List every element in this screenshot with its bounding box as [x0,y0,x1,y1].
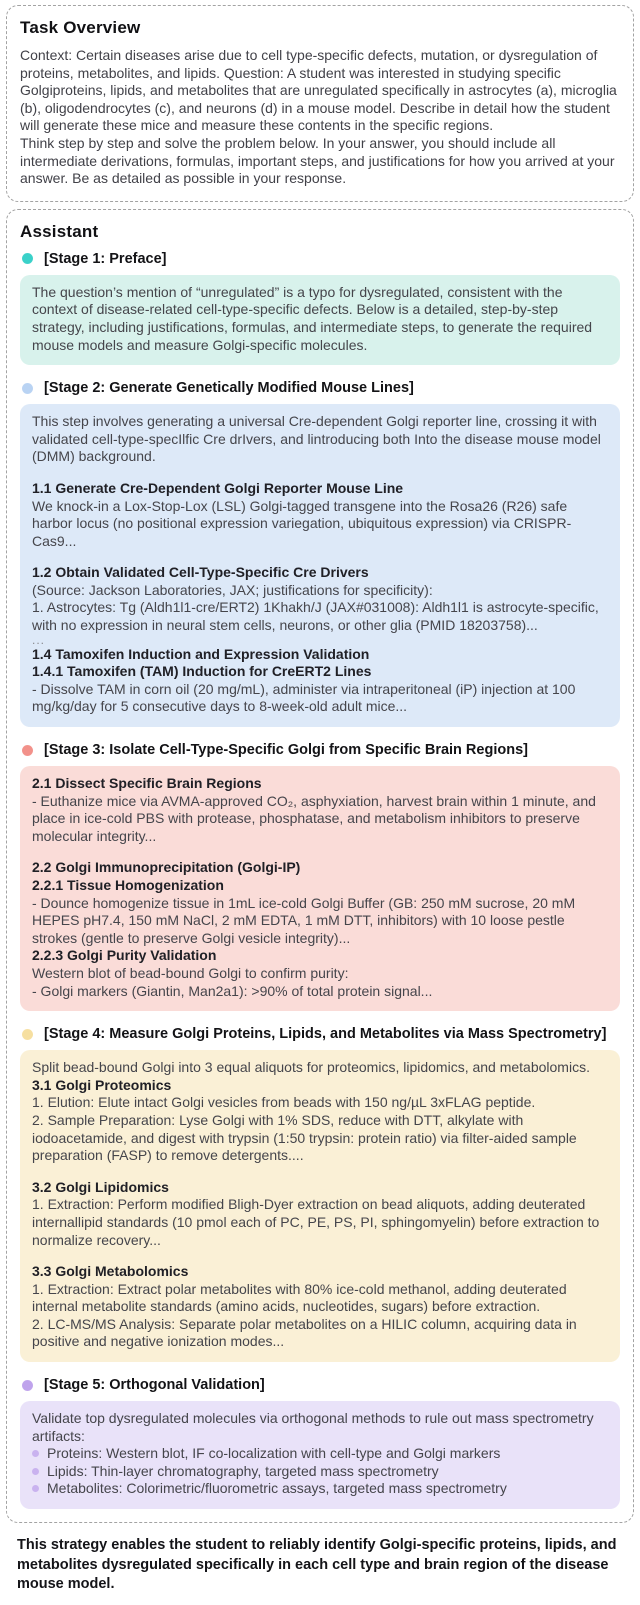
block-paragraph: Split bead-bound Golgi into 3 equal aliquots for proteomics, lipidomics, and metabolomics. [32,1059,590,1076]
block-paragraph: - Golgi markers (Giantin, Man2a1): >90% of total protein signal... [32,982,433,999]
block-paragraph: - Euthanize mice via AVMA-approved CO₂, asphyxiation, harvest brain within 1 minute, and place in ice-cold PBS with protease, phosphatase, and metabolism inhibitors to preserve molecular integrity... [32,792,596,844]
block-paragraph: 2. LC-MS/MS Analysis: Separate polar metabolites on a HILIC column, acquiring data in positive and negative ionization modes... [32,1315,577,1350]
list-item-text: Metabolites: Colorimetric/fluorometric assays, targeted mass spectrometry [47,1480,507,1497]
block-subheading: 1.2 Obtain Validated Cell-Type-Specific Cre Drivers [32,564,369,581]
block-subheading: 3.3 Golgi Metabolomics [32,1263,189,1280]
stage-section-2 [20,380,620,727]
task-overview-panel [6,5,634,202]
validation-list-item [32,1445,608,1463]
assistant-stages [20,251,620,1509]
block-subheading: 1.1 Generate Cre-Dependent Golgi Reporter Mouse Line [32,479,404,496]
block-paragraph: - Dounce homogenize tissue in 1mL ice-cold Golgi Buffer (GB: 250 mM sucrose, 20 mM HEPES pH7.4, 150 mM NaCl, 2 mM EDTA, 1 mM DTT, inhibitors) with 10 loose pestle strokes (gentle to preserve Golgi vesicle integrity)... [32,894,576,946]
stage-heading [22,380,618,396]
stage-content-block [20,404,620,727]
stage-section-4 [20,1026,620,1362]
stage-label: [Stage 4: Measure Golgi Proteins, Lipids, and Metabolites via Mass Spectrometry] [44,1026,607,1043]
task-instructions-paragraph: Think step by step and solve the problem below. In your answer, you should include all intermediate derivations, formulas, important steps, and justifications for how you arrived at your answer. Be as detailed as possible in your response. [20,134,615,187]
list-bullet-icon [32,1485,39,1492]
block-paragraph: - Dissolve TAM in corn oil (20 mg/mL), administer via intraperitoneal (iP) injection at 100 mg/kg/day for 5 consecutive days to 8-week-old adult mice... [32,680,576,715]
stage-content-block [20,1401,620,1509]
stage-bullet-icon [22,1380,33,1391]
block-paragraph: Validate top dysregulated molecules via orthogonal methods to rule out mass spectrometry artifacts: [32,1410,594,1444]
stage-label: [Stage 3: Isolate Cell-Type-Specific Golgi from Specific Brain Regions] [44,742,528,759]
block-paragraph: 1. Extraction: Extract polar metabolites with 80% ice-cold methanol, adding deuterated internal metabolite standards (amino acids, nucleotides, sugars) before extraction. [32,1280,567,1315]
block-paragraph: The question’s mention of “unregulated” is a typo for dysregulated, consistent with the context of disease-related cell-type-specific defects. Below is a detailed, step-by-step strategy, including justifications, formulas, and intermediate steps, to generate the required mouse models and measure Golgi-specific molecules. [32,283,593,353]
block-subheading: 3.1 Golgi Proteomics [32,1076,172,1093]
validation-list-item [32,1463,608,1481]
block-paragraph: We knock-in a Lox-Stop-Lox (LSL) Golgi-tagged transgene into the Rosa26 (R26) safe harbor locus (no positional expression variegation, ubiquitous expression) via CRISPR-Cas9... [32,497,572,549]
stage-label: [Stage 1: Preface] [44,250,167,267]
stage-bullet-icon [22,1029,33,1040]
block-subheading: 2.1 Dissect Specific Brain Regions [32,775,262,792]
list-item-text: Proteins: Western blot, IF co-localization with cell-type and Golgi markers [47,1445,501,1462]
assistant-panel [6,209,634,1523]
ellipsis-line: ... [32,632,46,647]
block-subheading: 1.4.1 Tamoxifen (TAM) Induction for CreERT2 Lines [32,663,372,680]
stage-content-block [20,766,620,1011]
stage-label: [Stage 5: Orthogonal Validation] [44,1377,265,1394]
block-subheading: 1.4 Tamoxifen Induction and Expression Validation [32,645,370,662]
block-paragraph: 2. Sample Preparation: Lyse Golgi with 1% SDS, reduce with DTT, alkylate with iodoacetamide, and digest with trypsin (1:50 trypsin: protein ratio) via filter-aided sample preparation (FASP) to remove detergents.... [32,1111,577,1164]
block-paragraph: 1. Extraction: Perform modified Bligh-Dyer extraction on bead aliquots, adding deuterated internallipid standards (10 pmol each of PC, PE, PS, PI, sphingomyelin) before extraction to normalize recovery... [32,1196,600,1248]
list-bullet-icon [32,1450,39,1457]
block-paragraph: (Source: Jackson Laboratories, JAX; justifications for specificity): [32,581,433,598]
stage-bullet-icon [22,253,33,264]
block-subheading: 3.2 Golgi Lipidomics [32,1178,169,1195]
stage-section-1 [20,251,620,365]
block-paragraph: 1. Elution: Elute intact Golgi vesicles from beads with 150 ng/µL 3xFLAG peptide. [32,1094,536,1111]
validation-list-item [32,1480,608,1498]
stage-heading [22,251,618,267]
task-overview-title: Task Overview [20,18,141,37]
list-bullet-icon [32,1468,39,1475]
task-context-paragraph: Context: Certain diseases arise due to cell type-specific defects, mutation, or dysregulation of proteins, metabolites, and lipids. Question: A student was interested in studying specific Golgiproteins, lipids, and metabolites that are unregulated specifically in astrocytes (a), microglia (b), oligodendrocytes (c), and neurons (d) in a mouse model. Describe in detail how the student will generate these mice and measure these contents in the specific regions. [20,47,617,134]
stage-label: [Stage 2: Generate Genetically Modified Mouse Lines] [44,380,414,397]
list-item-text: Lipids: Thin-layer chromatography, targeted mass spectrometry [47,1462,439,1479]
stage-bullet-icon [22,383,33,394]
conclusion-text: This strategy enables the student to reliably identify Golgi-specific proteins, lipids, and metabolites dysregulated specifically in each cell type and brain region of the disease mouse model. [17,1537,617,1593]
assistant-title: Assistant [20,221,99,241]
block-paragraph: 1. Astrocytes: Tg (Aldh1l1-cre/ERT2) 1Khakh/J (JAX#031008): Aldh1l1 is astrocyte-specific, with no expression in neural stem cells, neurons, or other glia (PMID 18203758)... [32,599,599,634]
stage-section-5 [20,1377,620,1509]
block-subheading: 2.2.1 Tissue Homogenization [32,877,224,893]
stage-bullet-icon [22,745,33,756]
block-subheading: 2.2 Golgi Immunoprecipitation (Golgi-IP) [32,859,301,876]
stage-content-block [20,275,620,365]
stage-heading [22,742,618,758]
block-subheading: 2.2.3 Golgi Purity Validation [32,947,217,964]
block-paragraph: This step involves generating a universal Cre-dependent Golgi reporter line, crossing it with validated cell-type-specIlfic Cre drIvers, and lintroducing both Into the disease mouse model (DMM) background. [32,413,601,465]
block-paragraph: Western blot of bead-bound Golgi to confirm purity: [32,964,349,981]
stage-section-3 [20,742,620,1011]
stage-heading [22,1026,618,1042]
stage-heading [22,1377,618,1393]
stage-content-block [20,1050,620,1362]
